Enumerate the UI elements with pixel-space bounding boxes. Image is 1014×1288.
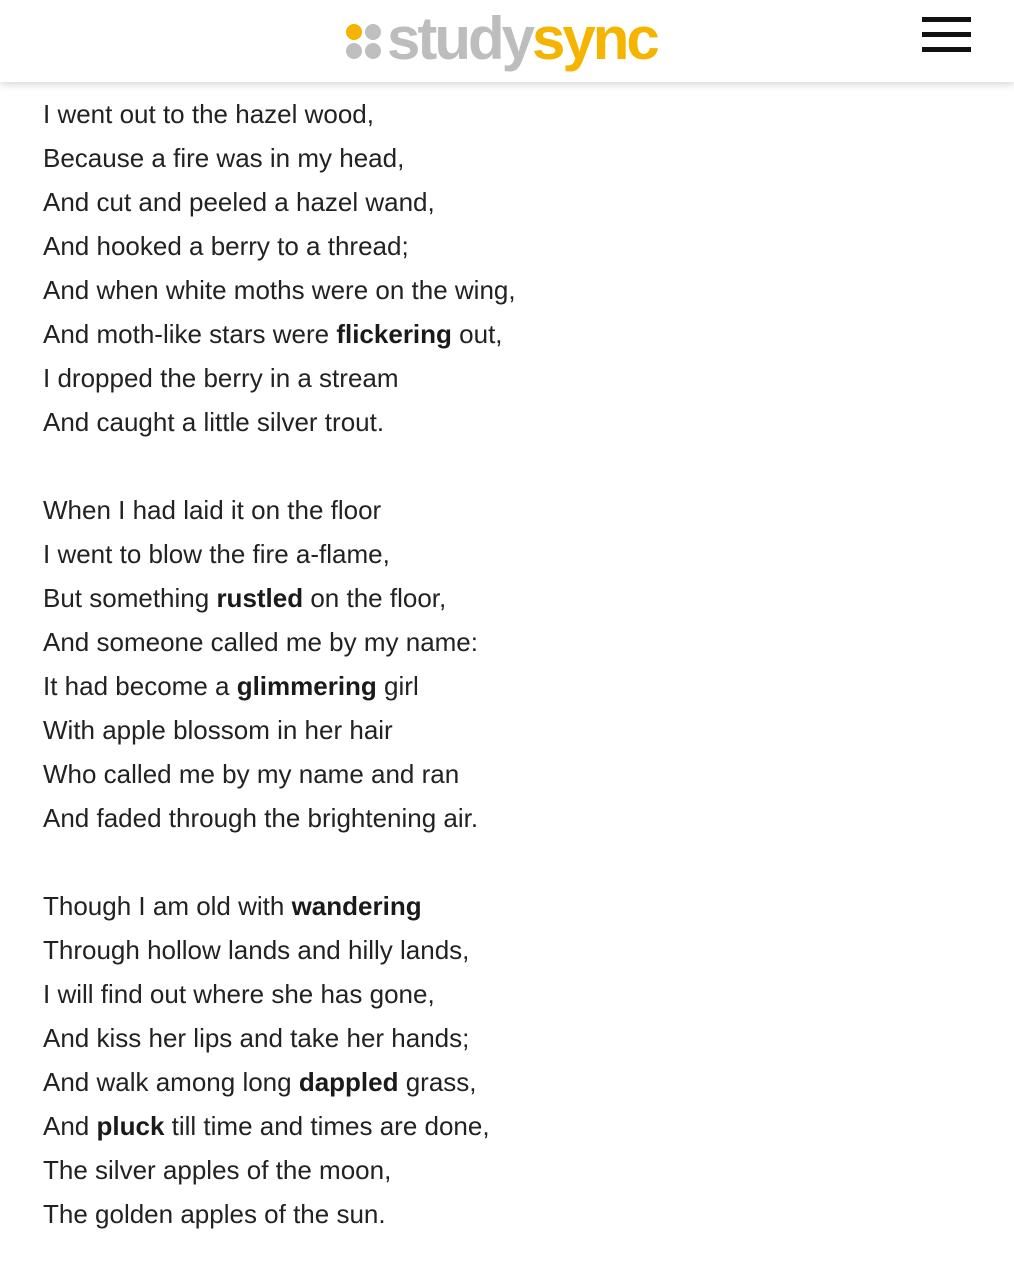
poem-line [43, 752, 983, 796]
poem-line [43, 884, 983, 928]
poem-line-text: till time and times are done, [164, 1111, 490, 1141]
logo-wordmark [387, 4, 657, 74]
poem-line [43, 1060, 983, 1104]
poem-line-text: I went out to the hazel wood, [43, 99, 374, 129]
poem-line [43, 224, 983, 268]
poem-line-text: Because a fire was in my head, [43, 143, 405, 173]
poem-line [43, 620, 983, 664]
vocabulary-word[interactable]: rustled [216, 583, 304, 613]
poem-line [43, 532, 983, 576]
poem-line [43, 1148, 983, 1192]
poem-line-text: Through hollow lands and hilly lands, [43, 935, 470, 965]
poem-line-text: With apple blossom in her hair [43, 715, 393, 745]
poem-line-text: When I had laid it on the floor [43, 495, 382, 525]
poem-line-text: And kiss her lips and take her hands; [43, 1023, 470, 1053]
stanza-gap [43, 840, 983, 884]
poem-line-text: It had become a [43, 671, 237, 701]
poem-line-text: I dropped the berry in a stream [43, 363, 399, 393]
poem-line-text: out, [451, 319, 503, 349]
poem-line-text: And faded through the brightening air. [43, 803, 479, 833]
poem-line [43, 488, 983, 532]
studysync-logo[interactable] [346, 4, 657, 74]
vocabulary-word[interactable]: dappled [298, 1067, 399, 1097]
vocabulary-word[interactable]: pluck [96, 1111, 165, 1141]
poem-line [43, 136, 983, 180]
poem-line-text: grass, [398, 1067, 477, 1097]
poem-line-text: But something [43, 583, 217, 613]
poem-line-text: I went to blow the fire a-flame, [43, 539, 390, 569]
vocabulary-word[interactable]: wandering [291, 891, 422, 921]
poem-line [43, 708, 983, 752]
stanza-gap [43, 444, 983, 488]
poem-line [43, 92, 983, 136]
poem-line-text: And when white moths were on the wing, [43, 275, 516, 305]
poem-line [43, 796, 983, 840]
hamburger-menu-icon[interactable] [920, 16, 972, 54]
poem-line-text: And walk among long [43, 1067, 299, 1097]
poem-line [43, 180, 983, 224]
poem-line-text: And caught a little silver trout. [43, 407, 385, 437]
poem-line [43, 576, 983, 620]
poem-line [43, 268, 983, 312]
poem-line-text: And moth-like stars were [43, 319, 337, 349]
poem-line-text: And someone called me by my name: [43, 627, 478, 657]
poem-line [43, 664, 983, 708]
poem-line [43, 1104, 983, 1148]
logo-dots-icon [346, 24, 381, 59]
poem-line-text: I will find out where she has gone, [43, 979, 435, 1009]
poem-line [43, 1192, 983, 1236]
vocabulary-word[interactable]: flickering [336, 319, 452, 349]
poem-line [43, 1016, 983, 1060]
poem-line-text: Though I am old with [43, 891, 292, 921]
poem-line [43, 356, 983, 400]
poem-line-text: on the floor, [303, 583, 447, 613]
site-header [0, 0, 1014, 82]
vocabulary-word[interactable]: glimmering [236, 671, 377, 701]
poem-line [43, 312, 983, 356]
poem-line [43, 928, 983, 972]
poem-line-text: And hooked a berry to a thread; [43, 231, 409, 261]
poem-line-text: The golden apples of the sun. [43, 1199, 386, 1229]
poem-line-text: And [43, 1111, 97, 1141]
poem-line [43, 972, 983, 1016]
poem-line-text: girl [376, 671, 419, 701]
poem-line [43, 400, 983, 444]
logo-study-text: study [387, 5, 533, 72]
poem-line-text: And cut and peeled a hazel wand, [43, 187, 435, 217]
poem-text [43, 92, 983, 1236]
poem-line-text: Who called me by my name and ran [43, 759, 460, 789]
poem-line-text: The silver apples of the moon, [43, 1155, 392, 1185]
logo-sync-text: sync [532, 5, 657, 72]
